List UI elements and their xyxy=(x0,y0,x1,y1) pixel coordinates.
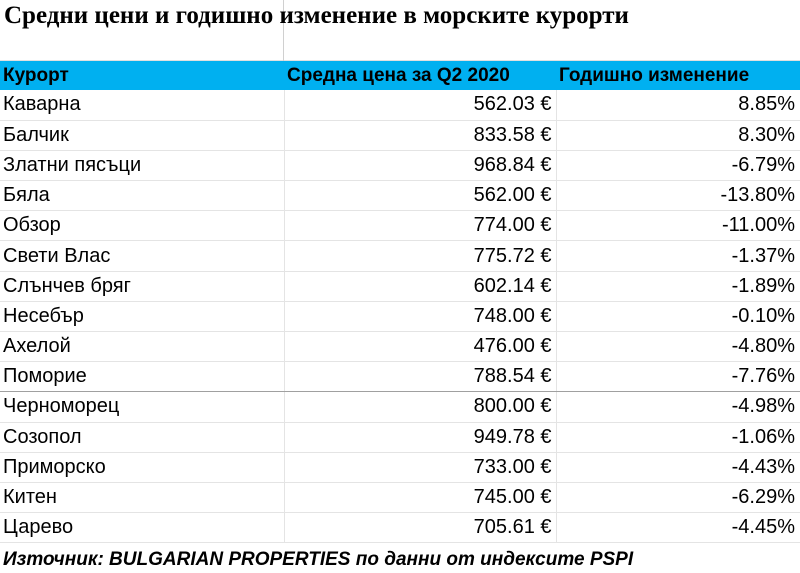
table-row xyxy=(0,482,800,512)
price-cell: 968.84 € xyxy=(284,150,556,180)
price-cell: 788.54 € xyxy=(284,362,556,392)
price-cell: 800.00 € xyxy=(284,392,556,422)
price-cell: 562.03 € xyxy=(284,90,556,120)
header-price: Средна цена за Q2 2020 xyxy=(287,65,510,86)
change-cell: -11.00% xyxy=(556,211,800,241)
change-cell: -1.37% xyxy=(556,241,800,271)
resort-cell: Свети Влас xyxy=(0,241,284,271)
table-row xyxy=(0,181,800,211)
table-row xyxy=(0,120,800,150)
change-cell: -7.76% xyxy=(556,362,800,392)
source-note: Източник: BULGARIAN PROPERTIES по данни от индексите PSPI xyxy=(3,549,634,570)
table-row xyxy=(0,392,800,422)
change-cell: -4.43% xyxy=(556,452,800,482)
change-cell: -1.89% xyxy=(556,271,800,301)
header-change: Годишно изменение xyxy=(559,65,750,86)
price-cell: 949.78 € xyxy=(284,422,556,452)
resort-cell: Слънчев бряг xyxy=(0,271,284,301)
price-cell: 745.00 € xyxy=(284,482,556,512)
resort-cell: Златни пясъци xyxy=(0,150,284,180)
resort-cell: Китен xyxy=(0,482,284,512)
change-cell: -0.10% xyxy=(556,301,800,331)
price-cell: 748.00 € xyxy=(284,301,556,331)
change-cell: -13.80% xyxy=(556,181,800,211)
table-row xyxy=(0,422,800,452)
price-cell: 774.00 € xyxy=(284,211,556,241)
change-cell: 8.85% xyxy=(556,90,800,120)
table-row xyxy=(0,452,800,482)
change-cell: -6.79% xyxy=(556,150,800,180)
change-cell: -4.45% xyxy=(556,513,800,543)
price-cell: 705.61 € xyxy=(284,513,556,543)
resort-cell: Бяла xyxy=(0,181,284,211)
resort-cell: Черноморец xyxy=(0,392,284,422)
resort-cell: Ахелой xyxy=(0,332,284,362)
resort-cell: Приморско xyxy=(0,452,284,482)
change-cell: -1.06% xyxy=(556,422,800,452)
change-cell: -4.80% xyxy=(556,332,800,362)
change-cell: -6.29% xyxy=(556,482,800,512)
table-row xyxy=(0,90,800,120)
price-cell: 733.00 € xyxy=(284,452,556,482)
table-row xyxy=(0,301,800,331)
table-header-row xyxy=(0,61,800,90)
resort-cell: Царево xyxy=(0,513,284,543)
header-resort: Курорт xyxy=(3,65,69,86)
table-row xyxy=(0,150,800,180)
change-cell: 8.30% xyxy=(556,120,800,150)
resort-cell: Несебър xyxy=(0,301,284,331)
resort-cell: Балчик xyxy=(0,120,284,150)
table-row xyxy=(0,211,800,241)
resort-cell: Каварна xyxy=(0,90,284,120)
price-cell: 562.00 € xyxy=(284,181,556,211)
resort-cell: Созопол xyxy=(0,422,284,452)
table-row xyxy=(0,241,800,271)
prices-table xyxy=(0,61,800,543)
price-cell: 833.58 € xyxy=(284,120,556,150)
table-row xyxy=(0,332,800,362)
table-row xyxy=(0,271,800,301)
table-row xyxy=(0,513,800,543)
resort-cell: Поморие xyxy=(0,362,284,392)
page-title: Средни цени и годишно изменение в морските курорти xyxy=(4,2,629,29)
price-cell: 476.00 € xyxy=(284,332,556,362)
price-cell: 775.72 € xyxy=(284,241,556,271)
resort-cell: Обзор xyxy=(0,211,284,241)
price-cell: 602.14 € xyxy=(284,271,556,301)
change-cell: -4.98% xyxy=(556,392,800,422)
table-row xyxy=(0,362,800,392)
